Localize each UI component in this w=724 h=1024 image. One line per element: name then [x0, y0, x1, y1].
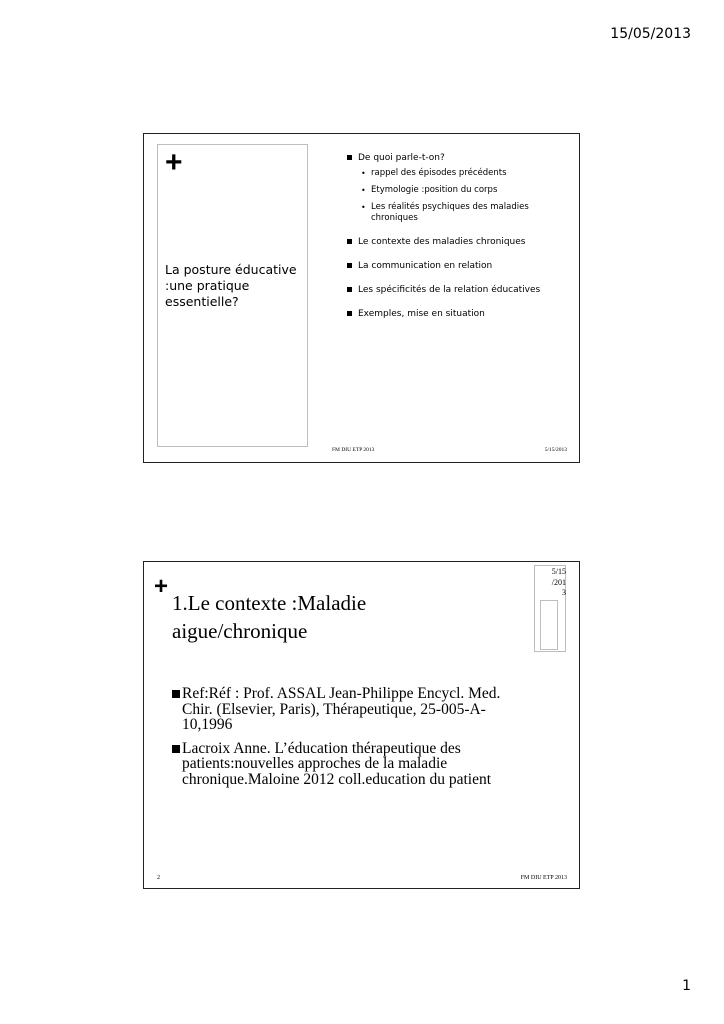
square-bullet-icon [347, 155, 352, 160]
list-item-text: Ref:Réf : Prof. ASSAL Jean-Philippe Encycl. Med. Chir. (Elsevier, Paris), Thérapeutique, 25-005-A-10,1996 [182, 685, 501, 733]
slide-2-date-line: /201 [551, 577, 566, 587]
sub-list [358, 168, 572, 224]
plus-icon: + [165, 146, 183, 179]
list-item [172, 741, 532, 788]
slide-1 [143, 133, 580, 463]
sub-list-item-text: Etymologie :position du corps [371, 185, 498, 195]
slide-2-date [530, 567, 566, 599]
sub-list-item [358, 185, 572, 196]
slide-1-footer-left: FM DIU ETP 2013 [332, 447, 375, 453]
list-item-text: De quoi parle-t-on? [358, 153, 445, 163]
slide-2-number: 2 [157, 875, 160, 881]
plus-icon: + [154, 573, 169, 600]
sub-list-item [358, 168, 572, 179]
dot-bullet-icon: • [361, 203, 366, 212]
list-item-text: Lacroix Anne. L’éducation thérapeutique des patients:nouvelles approches de la maladie chronique.Maloine 2012 coll.education du patient [182, 739, 492, 788]
square-bullet-icon [172, 745, 180, 753]
slide-2-footer: FM DIU ETP 2013 [520, 875, 567, 881]
slide-2-date-line: 3 [562, 588, 566, 597]
sub-list-item-text: rappel des épisodes précédents [371, 168, 507, 178]
slide-2-date-box-inner [540, 600, 558, 650]
square-bullet-icon [347, 311, 352, 316]
slide-2 [143, 561, 580, 889]
sub-list-item [358, 202, 572, 224]
list-item-text: Exemples, mise en situation [358, 309, 485, 319]
list-item-text: Le contexte des maladies chroniques [358, 237, 526, 247]
list-item-text: Les spécificités de la relation éducatives [358, 285, 541, 295]
dot-bullet-icon: • [361, 169, 366, 178]
square-bullet-icon [347, 239, 352, 244]
dot-bullet-icon: • [361, 186, 366, 195]
slide-2-reference-list [172, 686, 532, 787]
slide-1-footer-date: 5/15/2013 [544, 447, 567, 453]
square-bullet-icon [172, 690, 180, 698]
page-number: 1 [682, 978, 691, 994]
list-item [172, 686, 532, 733]
list-item [347, 284, 572, 296]
slide-1-title: La posture éducative :une pratique essentielle? [165, 262, 297, 309]
list-item [347, 152, 572, 224]
square-bullet-icon [347, 263, 352, 268]
slide-2-title: 1.Le contexte :Maladie aigue/chronique [172, 591, 367, 643]
list-item [347, 236, 572, 248]
list-item [347, 308, 572, 320]
page-date: 15/05/2013 [610, 26, 691, 42]
sub-list-item-text: Les réalités psychiques des maladies chroniques [371, 202, 529, 223]
slide-2-date-line: 5/15 [551, 567, 566, 576]
slide-1-bullet-list [347, 152, 572, 320]
list-item [347, 260, 572, 272]
square-bullet-icon [347, 287, 352, 292]
list-item-text: La communication en relation [358, 261, 493, 271]
